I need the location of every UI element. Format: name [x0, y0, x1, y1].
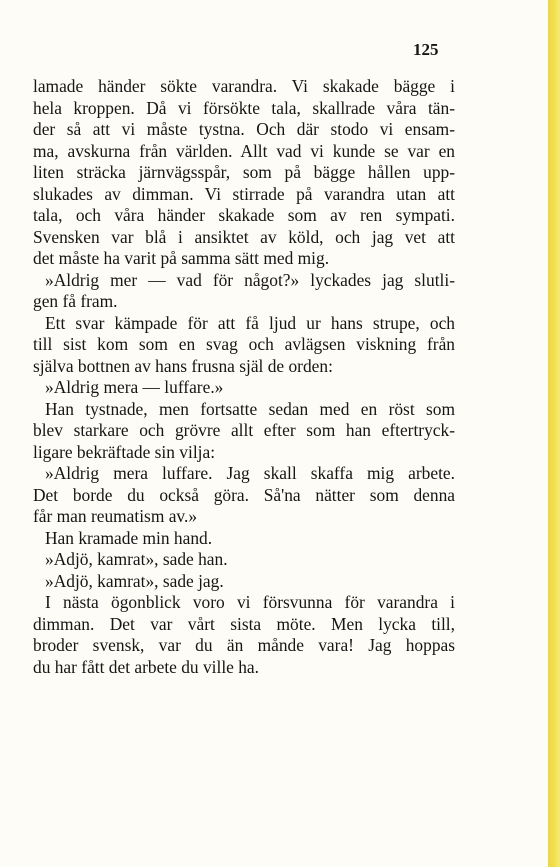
text-line: själva bottnen av hans frusna själ de orden: [33, 355, 333, 376]
text-line: det måste ha varit på samma sätt med mig. [33, 248, 330, 268]
text-line: Det borde du också göra. Så'na nätter som denna [33, 484, 455, 505]
text-line: »Aldrig mera luffare. Jag skall skaffa mig arbete. [45, 463, 455, 483]
text-line: blev starkare och grövre allt efter som han eftertryck- [33, 420, 455, 440]
text-line: liten sträcka järnvägsspår, som på bägge hållen upp- [33, 162, 455, 182]
text-line: I nästa ögonblick voro vi försvunna för varandra i [45, 592, 455, 612]
text-line: gen få fram. [33, 291, 118, 311]
text-line: »Aldrig mera — luffare.» [45, 377, 224, 397]
text-line: hela kroppen. Då vi försökte tala, skallrade våra tän- [33, 97, 455, 118]
body-text [33, 76, 455, 678]
text-line: till sist kom som en svag och avlägsen viskning från [33, 334, 455, 354]
text-line: du har fått det arbete du ville ha. [33, 656, 259, 677]
text-line: dimman. Det var vårt sista möte. Men lycka till, [33, 613, 455, 634]
text-line: Han tystnade, men fortsatte sedan med en röst som [45, 398, 455, 419]
text-line: slukades av dimman. Vi stirrade på varandra utan att [33, 183, 455, 204]
text-line: Svensken var blå i ansiktet av köld, och jag vet att [33, 226, 455, 247]
text-line: ligare bekräftade sin vilja: [33, 441, 216, 462]
text-line: »Adjö, kamrat», sade han. [45, 549, 228, 569]
text-line: får man reumatism av.» [33, 506, 198, 526]
text-line: lamade händer sökte varandra. Vi skakade bägge i [33, 76, 455, 96]
text-line: broder svensk, var du än månde vara! Jag hoppas [33, 635, 455, 655]
text-line: tala, och våra händer skakade som av ren sympati. [33, 205, 455, 225]
text-line: »Adjö, kamrat», sade jag. [45, 570, 224, 591]
text-line: Han kramade min hand. [45, 527, 213, 548]
text-line: Ett svar kämpade för att få ljud ur hans strupe, och [45, 312, 455, 333]
page-number: 125 [413, 40, 439, 59]
text-line: »Aldrig mer — vad för något?» lyckades jag slutli- [45, 269, 455, 290]
text-line: der så att vi måste tystna. Och där stodo vi ensam- [33, 119, 455, 139]
text-line: ma, avskurna från världen. Allt vad vi kunde se var en [33, 140, 455, 161]
page-edge [548, 0, 560, 867]
